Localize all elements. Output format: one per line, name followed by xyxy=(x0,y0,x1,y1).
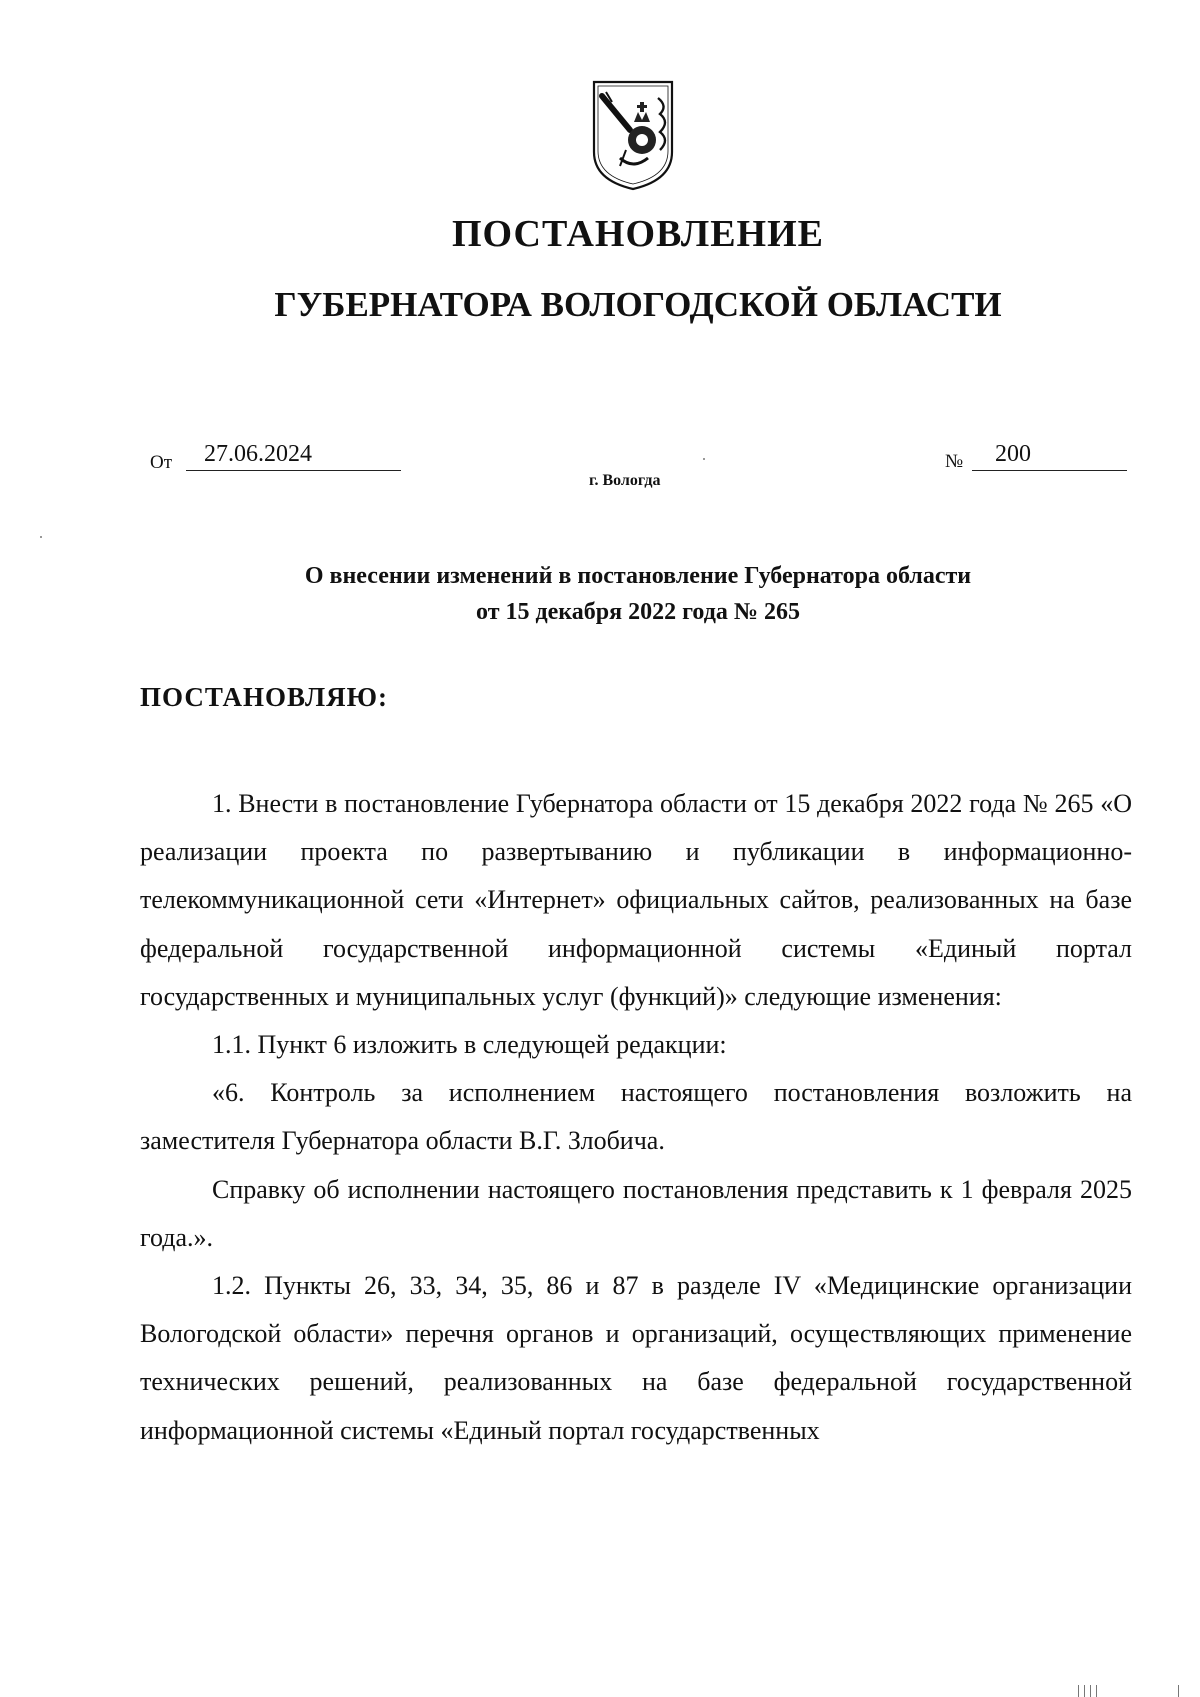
scan-mark xyxy=(1078,1685,1079,1697)
coat-of-arms-icon xyxy=(590,78,676,192)
scan-mark xyxy=(1096,1685,1097,1697)
scan-mark xyxy=(1178,1685,1179,1697)
issuer-title: ГУБЕРНАТОРА ВОЛОГОДСКОЙ ОБЛАСТИ xyxy=(274,285,1002,324)
paragraph-6-quote: «6. Контроль за исполнением настоящего постановления возложить на заместителя Губернатора области В.Г. Злобича. xyxy=(140,1078,1132,1156)
scan-dot xyxy=(40,536,42,538)
document-title: ПОСТАНОВЛЕНИЕ xyxy=(451,213,825,255)
document-date: 27.06.2024 xyxy=(204,441,312,467)
document-body xyxy=(140,780,1132,1455)
resolve-heading: ПОСТАНОВЛЯЮ: xyxy=(140,682,388,712)
scan-dot xyxy=(703,458,705,460)
number-prefix: № xyxy=(945,451,964,472)
document-number: 200 xyxy=(995,441,1031,467)
paragraph-1-1: 1.1. Пункт 6 изложить в следующей редакции: xyxy=(212,1030,727,1060)
paragraph-1-2: 1.2. Пункты 26, 33, 34, 35, 86 и 87 в разделе IV «Медицинские организации Вологодской области» перечня органов и организаций, осуществляющих применение технических решений, реализованных на базе федеральной государственной информационной системы «Единый портал государственных xyxy=(140,1271,1132,1445)
subject-line-2: от 15 декабря 2022 года № 265 xyxy=(476,599,800,625)
paragraph-1: 1. Внести в постановление Губернатора области от 15 декабря 2022 года № 265 «О реализации проекта по развертыванию и публикации в информационно-телекоммуникационной сети «Интернет» официальных сайтов, реализованных на базе федеральной государственной информационной системы «Единый портал государственных и муниципальных услуг (функций)» следующие изменения: xyxy=(140,789,1132,1011)
scan-mark xyxy=(1090,1685,1091,1697)
subject-line-1: О внесении изменений в постановление Губернатора области xyxy=(304,563,972,589)
paragraph-report: Справку об исполнении настоящего постановления представить к 1 февраля 2025 года.». xyxy=(140,1174,1132,1252)
scan-mark xyxy=(1084,1685,1085,1697)
date-prefix: От xyxy=(150,452,173,473)
number-underline xyxy=(972,470,1127,471)
date-underline xyxy=(186,470,401,471)
city-label: г. Вологда xyxy=(589,472,661,489)
